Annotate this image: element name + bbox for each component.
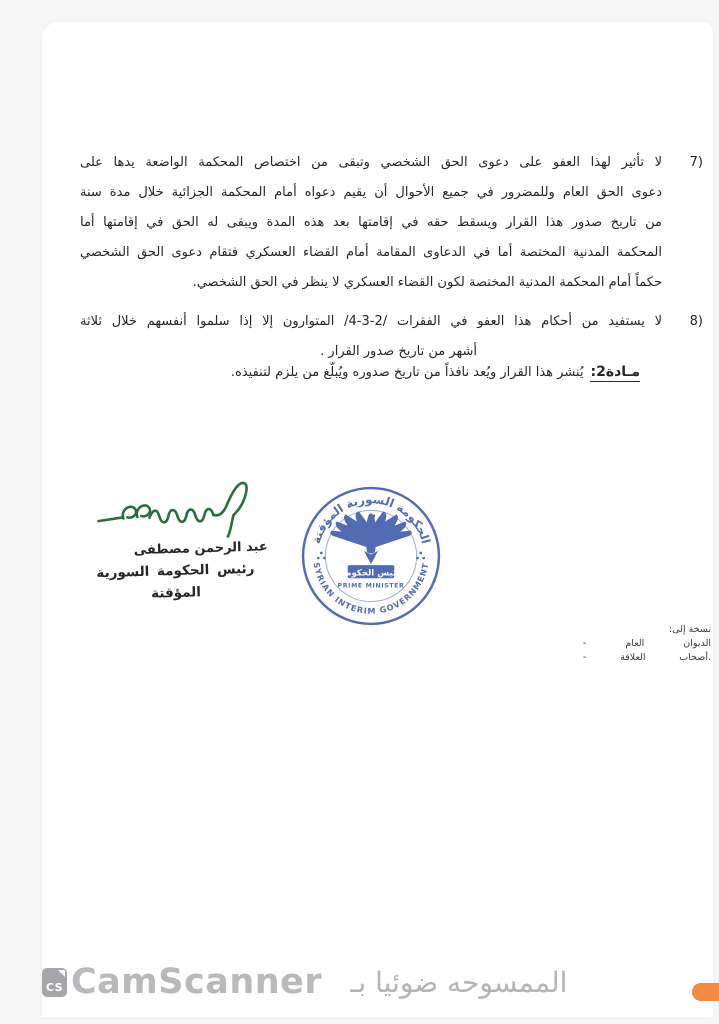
- copy-to-block: [583, 622, 711, 665]
- orange-edge-tab: [692, 983, 719, 1001]
- scanned-document-page: [42, 22, 713, 1017]
- article-2-line: [231, 364, 640, 382]
- paragraph-7-line: من تاريخ صدور هذا القرار ويسقط حقه في إقامتها بعد هذه المدة ويبقى له الحق في إقامتها أما: [80, 215, 662, 230]
- article-2-label: مـادة2:: [590, 364, 640, 380]
- paragraph-8-line: لا يستفيد من أحكام هذا العفو في الفقرات /2-3-4/ المتوارون إلا إذا سلموا أنفسهم خلال ثلاثة: [80, 314, 662, 329]
- paragraph-8-number: 8): [689, 314, 703, 329]
- paragraph-8-text: [80, 307, 662, 367]
- stamp-center-arabic-text: رئيس الحكومة: [340, 568, 402, 579]
- camscanner-watermark: [42, 962, 567, 1002]
- paragraph-8-line: أشهر من تاريخ صدور القرار .: [320, 344, 477, 359]
- signature-block: [70, 471, 279, 607]
- paragraph-7-line: المحكمة المدنية المختصة أما في الدعاوى المقامة أمام القضاء العسكري فتقام دعوى الحق الشخصي: [80, 245, 662, 260]
- official-stamp: [298, 483, 444, 629]
- document-content: [42, 22, 713, 1017]
- signatory-name: عبد الرحمن مصطفى: [133, 539, 268, 559]
- paragraph-8: [80, 307, 703, 367]
- article-2-text: يُنشر هذا القرار ويُعد نافذاً من تاريخ صدوره ويُبلّغ من يلزم لتنفيذه.: [230, 365, 584, 380]
- camscanner-logo-icon: [42, 968, 67, 997]
- camscanner-logo-text: CS: [45, 980, 64, 994]
- paragraph-7-line: حكماً أمام المحكمة المدنية المختصة لكون القضاء العسكري لا ينظر في الحق الشخصي.: [192, 275, 662, 290]
- eagle-emblem-icon: [330, 511, 412, 564]
- paragraph-7-number: 7): [689, 155, 703, 170]
- stamp-center-english-text: PRIME MINISTER: [337, 582, 405, 590]
- paragraph-7-line: دعوى الحق العام وللمضرور في جميع الأحوال أن يقيم دعواه أمام المحكمة الجزائية خلال مدة سنة: [80, 185, 662, 200]
- copy-to-item: - أصحاب العلاقة.: [583, 652, 711, 663]
- copy-to-item: - الديوان العام: [583, 638, 711, 649]
- signature-scribble-icon: [92, 471, 269, 542]
- paragraph-7: [80, 148, 703, 298]
- scanned-with-arabic-text: الممسوحه ضوئيا بـ: [350, 965, 568, 999]
- paragraph-7-line: لا تأثير لهذا العفو على دعوى الحق الشخصي وتبقى من اختصاص المحكمة الواضعة يدها على: [80, 155, 662, 170]
- stamp-top-arabic-text: الحكومة السورية المؤقتة: [308, 492, 434, 546]
- stamp-bottom-english-text: SYRIAN INTERIM GOVERNMENT: [311, 561, 431, 616]
- paragraph-7-text: [80, 148, 662, 298]
- copy-to-label: نسخة إلى:: [668, 624, 711, 635]
- signatory-title: رئيس الحكومة السورية المؤقتة: [96, 560, 255, 602]
- camscanner-brand-text: CamScanner: [71, 962, 323, 1002]
